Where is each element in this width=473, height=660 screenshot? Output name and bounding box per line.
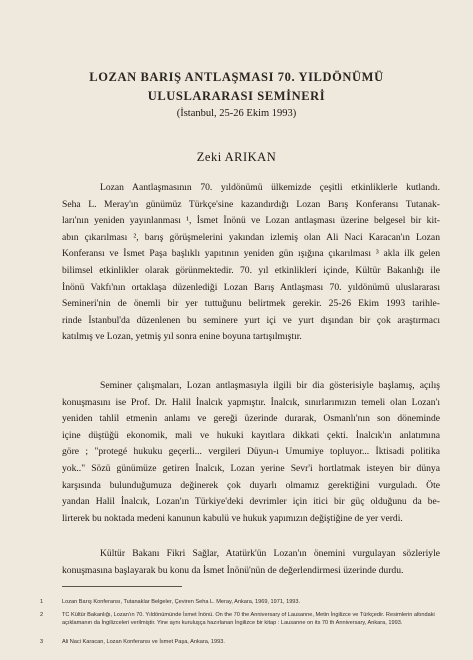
- text-line: Semineri'nin de önemli bir yer tuttuğunu belirtmek gerekir. 25-26 Ekim 1993 tarihle-: [62, 298, 440, 310]
- footnote-1: [40, 598, 450, 606]
- footnote-2: [40, 611, 450, 627]
- paragraph-1: [62, 180, 440, 346]
- text-line: katılmış ve Lozan, yetmiş yıl sonra enine boyuna tartışılmıştır.: [62, 331, 302, 343]
- text-line: konuşmasını ise Prof. Dr. Halil İnalcık yapmıştır. İnalcık, sınırlarımızın temeli olan Lozan'ı: [62, 396, 440, 408]
- text-line: yandan Halil İnalcık, Lozan'ın Türkiye'deki devrimler için itici bir güç olduğunu da be-: [62, 496, 440, 508]
- text-line: Konferansı ve İsmet Paşa başlıklı yapıtının yeniden gün ışığına çıkarılması ³ akla ilk gelen: [62, 248, 440, 260]
- text-line: ları'nın yeniden yayınlanması ¹, İsmet İnönü ve Lozan antlaşması üzerine belgesel bir kit-: [62, 215, 440, 227]
- footnote-divider: [62, 586, 182, 587]
- paragraph-2: [62, 378, 440, 527]
- footnote-number: 2: [40, 612, 44, 618]
- footnote-3: [40, 638, 450, 646]
- text-line: Seha L. Meray'ın günümüz Türkçe'sine kazandırdığı Lozan Barış Konferansı Tutanak-: [62, 198, 440, 210]
- text-line: konuşmasına başlayarak bu konu da İsmet İnönü'nün de değerlendirmesi üzerinde durdu.: [62, 564, 404, 576]
- title-line-2: ULUSLARARASI SEMİNERİ: [147, 89, 326, 103]
- footnote-number: 3: [40, 639, 44, 645]
- paragraph-3: [62, 546, 440, 579]
- text-line: karşısında bulunduğumuza değinerek çok duyarlı olmamız gerektiğini vurguladı. Öte: [62, 479, 440, 491]
- text-line: bilimsel etkinlikler olarak görünmektedir. 70. yıl etkinlikleri içinde, Kültür Bakanlığı ile: [62, 264, 440, 276]
- author-name: Zeki ARIKAN: [196, 150, 277, 164]
- title-line-1: LOZAN BARIŞ ANTLAŞMASI 70. YILDÖNÜMÜ: [89, 70, 384, 84]
- text-line: Seminer çalışmaları, Lozan antlaşmasıyla ilgili bir dia gösterisiyle başlamış, açılış: [100, 380, 440, 391]
- text-line: göre ; "protegé hukuku geçerli... vergileri Düyun-ı Umumiye topluyor... İktisadi politika: [62, 446, 440, 458]
- subtitle: (İstanbul, 25-26 Ekim 1993): [176, 108, 297, 119]
- text-line: Lozan Aantlaşmasının 70. yıldönümü ülkemizde çeşitli etkinliklerle kutlandı.: [100, 182, 440, 193]
- text-line: yeniden tahlil etmenin anlamı ve gereği üzerinde durarak, Osmanlı'nın son döneminde: [62, 413, 440, 425]
- footnote-text: TC Kültür Bakanlığı, Lozan'ın 70. Yıldönümünde İsmet İnönü. On the 70 the Anniversary of Lausanne, Metin İngilizce ve Türkçedir. Resimlerin altındaki açıklamanın da İngilizceleri verilmiştir. Yine aynı kuruluşça hazırlanan İngilizce bir kitap : Lausanne on its 70 th Anniversary, Ankara, 1993.: [62, 612, 435, 626]
- text-line: abın çıkarılması ², barış görüşmelerini yakından izlemiş olan Ali Naci Karacan'ın Lozan: [62, 231, 440, 243]
- text-line: Kültür Bakanı Fikri Sağlar, Atatürk'ün Lozan'ın önemini vurgulayan sözleriyle: [100, 548, 440, 559]
- text-line: rinde İstanbul'da düzenlenen bu seminere yurt içi ve yurt dışından bir çok araştırmacı: [62, 314, 440, 326]
- footnote-text: Lozan Barış Konferansı, Tutanaklar Belgeler, Çeviren Seha L. Meray, Ankara, 1969, 1971, 1993.: [62, 599, 301, 605]
- text-line: yok.." Sözü günümüze getiren İnalcık, Lozan yerine Sevr'i hortlatmak isteyen bir dünya: [62, 462, 440, 474]
- text-line: içine düştüğü ekonomik, mali ve hukuki kayıtlara dikkati çekti. İnalcık'ın anlatımına: [62, 429, 440, 441]
- footnote-text: Ali Naci Karacan, Lozan Konferansı ve İsmet Paşa, Ankara, 1993.: [62, 639, 225, 645]
- text-line: İnönü Vakfı'nın ortaklaşa düzenlediği Lozan Barış Antlaşması 70. yıldönümü uluslararası: [62, 281, 440, 293]
- footnote-number: 1: [40, 599, 44, 605]
- text-line: lirterek bu noktada medeni kanunun kabulü ve hukuk yapımızın değiştiğine de yer verdi.: [62, 512, 403, 524]
